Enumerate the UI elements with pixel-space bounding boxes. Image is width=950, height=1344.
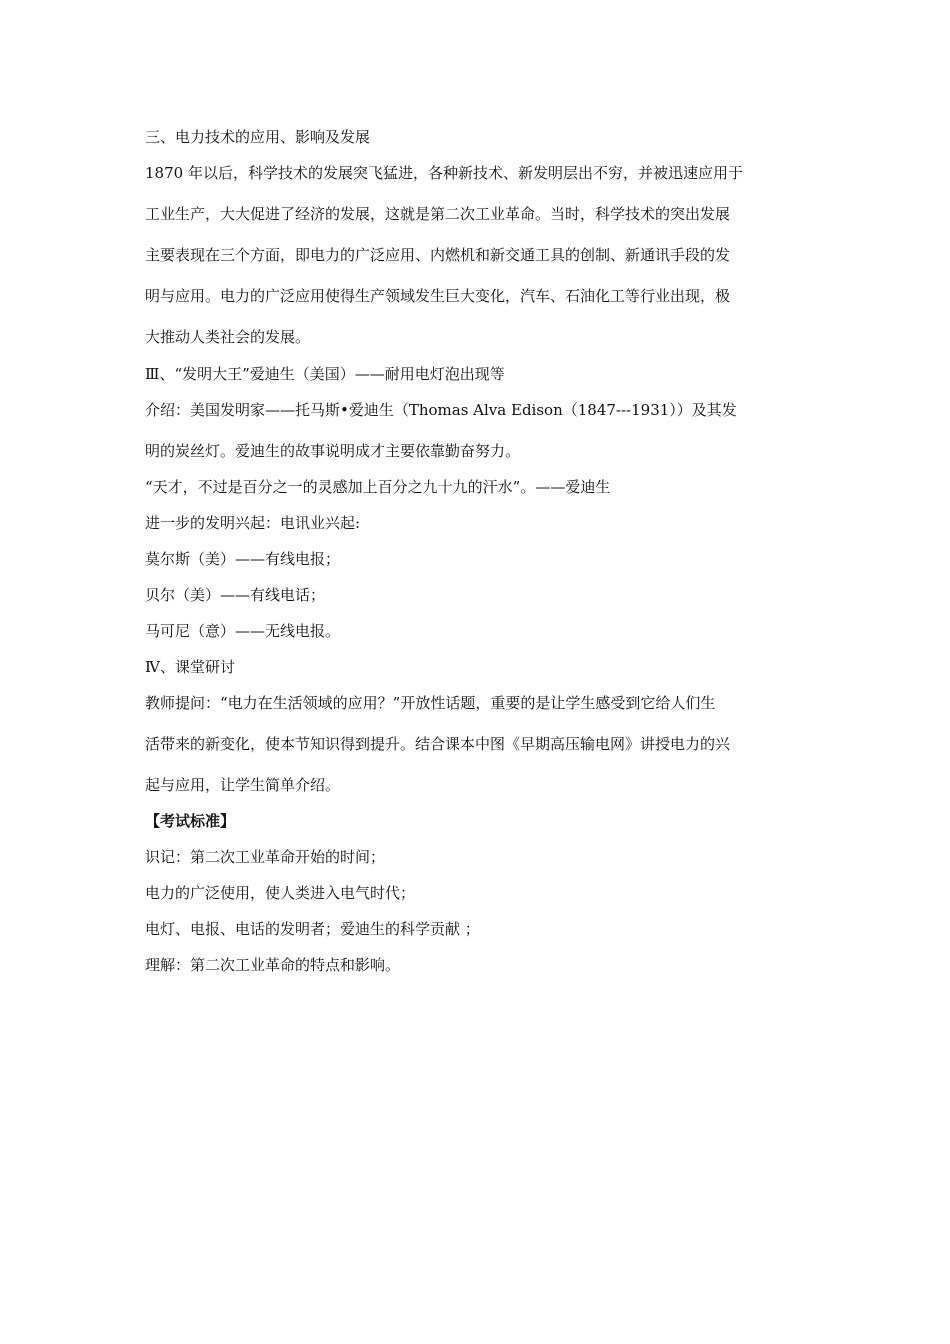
exam-item: 电力的广泛使用，使人类进入电气时代；: [145, 884, 416, 902]
discussion-heading: Ⅳ、课堂研讨: [145, 658, 235, 676]
section-heading: 三、电力技术的应用、影响及发展: [145, 128, 371, 146]
discussion-text-line: 教师提问：“电力在生活领域的应用？”开放性话题，重要的是让学生感受到它给人们生: [145, 694, 716, 712]
inventor-item: 莫尔斯（美）——有线电报；: [145, 550, 341, 568]
exam-standards-heading: 【考试标准】: [145, 812, 236, 830]
further-inventions-line: 进一步的发明兴起：电讯业兴起:: [145, 514, 361, 532]
exam-item: 电灯、电报、电话的发明者；爱迪生的科学贡献 ；: [145, 920, 480, 938]
discussion-text-line: 起与应用，让学生简单介绍。: [145, 776, 341, 794]
exam-item: 识记：第二次工业革命开始的时间；: [145, 848, 386, 866]
edison-heading: Ⅲ、“发明大王”爱迪生（美国）——耐用电灯泡出现等: [145, 365, 505, 383]
edison-intro-line: 明的炭丝灯。爱迪生的故事说明成才主要依靠勤奋努力。: [145, 442, 521, 460]
intro-paragraph-line: 主要表现在三个方面，即电力的广泛应用、内燃机和新交通工具的创制、新通讯手段的发: [145, 246, 731, 264]
edison-intro-line: 介绍：美国发明家——托马斯•爱迪生（Thomas Alva Edison（1847---1931））及其发: [145, 401, 737, 419]
discussion-text-line: 活带来的新变化，使本节知识得到提升。结合课本中图《早期高压输电网》讲授电力的兴: [145, 735, 731, 753]
intro-paragraph-line: 明与应用。电力的广泛应用使得生产领域发生巨大变化，汽车、石油化工等行业出现，极: [145, 287, 731, 305]
intro-paragraph-line: 大推动人类社会的发展。: [145, 328, 311, 346]
inventor-item: 贝尔（美）——有线电话；: [145, 586, 326, 604]
edison-quote: “天才，不过是百分之一的灵感加上百分之九十九的汗水”。——爱迪生: [145, 478, 611, 496]
inventor-item: 马可尼（意）——无线电报。: [145, 622, 341, 640]
intro-paragraph-line: 工业生产，大大促进了经济的发展，这就是第二次工业革命。当时，科学技术的突出发展: [145, 205, 731, 223]
intro-paragraph-line: 1870 年以后，科学技术的发展突飞猛进，各种新技术、新发明层出不穷，并被迅速应用于: [145, 164, 743, 182]
exam-item: 理解：第二次工业革命的特点和影响。: [145, 956, 401, 974]
